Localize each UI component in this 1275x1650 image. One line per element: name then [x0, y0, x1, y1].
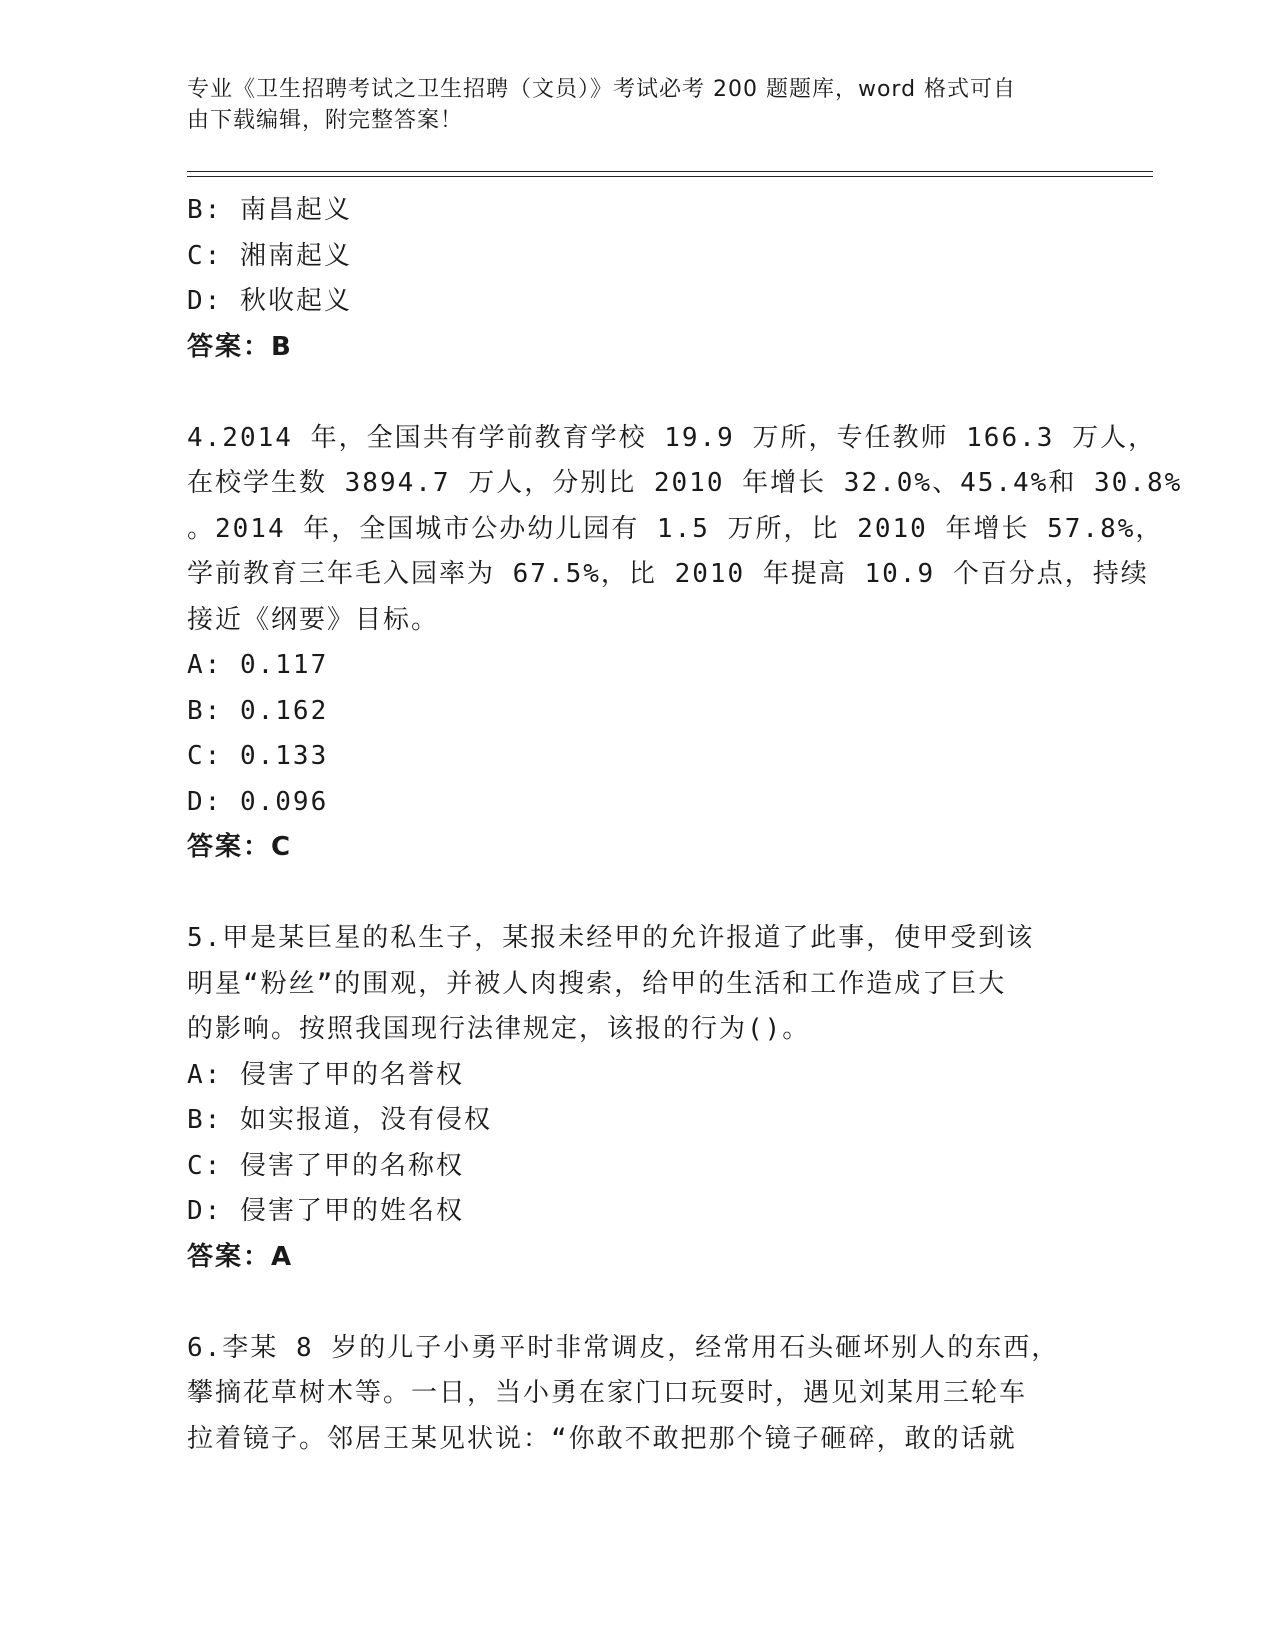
option-c: C: 湘南起义 [187, 240, 352, 271]
document-header [187, 74, 1087, 136]
question-stem: 拉着镜子。邻居王某见状说：“你敢不敢把那个镜子砸碎，敢的话就 [187, 1423, 1017, 1454]
option-c: C: 0.133 [187, 741, 329, 771]
header-rule-bottom [187, 176, 1153, 177]
question-stem: 4.2014 年，全国共有学前教育学校 19.9 万所，专任教师 166.3 万人， [187, 422, 1157, 453]
header-line: 由下载编辑，附完整答案！ [187, 108, 464, 133]
question-stem: 接近《纲要》目标。 [187, 604, 440, 635]
option-d: D: 侵害了甲的姓名权 [187, 1196, 464, 1226]
question-stem: 的影响。按照我国现行法律规定，该报的行为()。 [187, 1014, 811, 1044]
question-stem: 。2014 年，全国城市公办幼儿园有 1.5 万所，比 2010 年增长 57.8%， [187, 513, 1164, 544]
question-stem: 明星“粉丝”的围观，并被人肉搜索，给甲的生活和工作造成了巨大 [187, 968, 1007, 999]
option-a: A: 侵害了甲的名誉权 [187, 1059, 464, 1090]
answer: 答案：A [187, 1241, 294, 1272]
question-stem: 在校学生数 3894.7 万人，分别比 2010 年增长 32.0%、45.4%和 30.8% [187, 468, 1183, 498]
header-rule-top [187, 171, 1153, 172]
question-stem: 攀摘花草树木等。一日，当小勇在家门口玩耍时，遇见刘某用三轮车 [187, 1378, 1028, 1408]
header-line: 专业《卫生招聘考试之卫生招聘（文员）》考试必考 200 题题库，word 格式可自 [187, 77, 1017, 102]
spacer [187, 1280, 1087, 1326]
question-stem: 6.李某 8 岁的儿子小勇平时非常调皮，经常用石头砸坏别人的东西， [187, 1332, 1060, 1363]
spacer [187, 871, 1087, 917]
question-stem: 5.甲是某巨星的私生子，某报未经甲的允许报道了此事，使甲受到该 [187, 923, 1035, 953]
option-a: A: 0.117 [187, 650, 329, 680]
answer: 答案：B [187, 331, 293, 362]
question-stem: 学前教育三年毛入园率为 67.5%，比 2010 年提高 10.9 个百分点，持续 [187, 559, 1149, 589]
option-c: C: 侵害了甲的名称权 [187, 1150, 464, 1181]
spacer [187, 370, 1087, 416]
option-d: D: 秋收起义 [187, 286, 352, 316]
option-b: B: 0.162 [187, 695, 329, 726]
question-content [187, 188, 1183, 1462]
answer: 答案：C [187, 832, 293, 862]
option-b: B: 南昌起义 [187, 195, 352, 225]
option-d: D: 0.096 [187, 786, 329, 817]
option-b: B: 如实报道，没有侵权 [187, 1105, 492, 1135]
